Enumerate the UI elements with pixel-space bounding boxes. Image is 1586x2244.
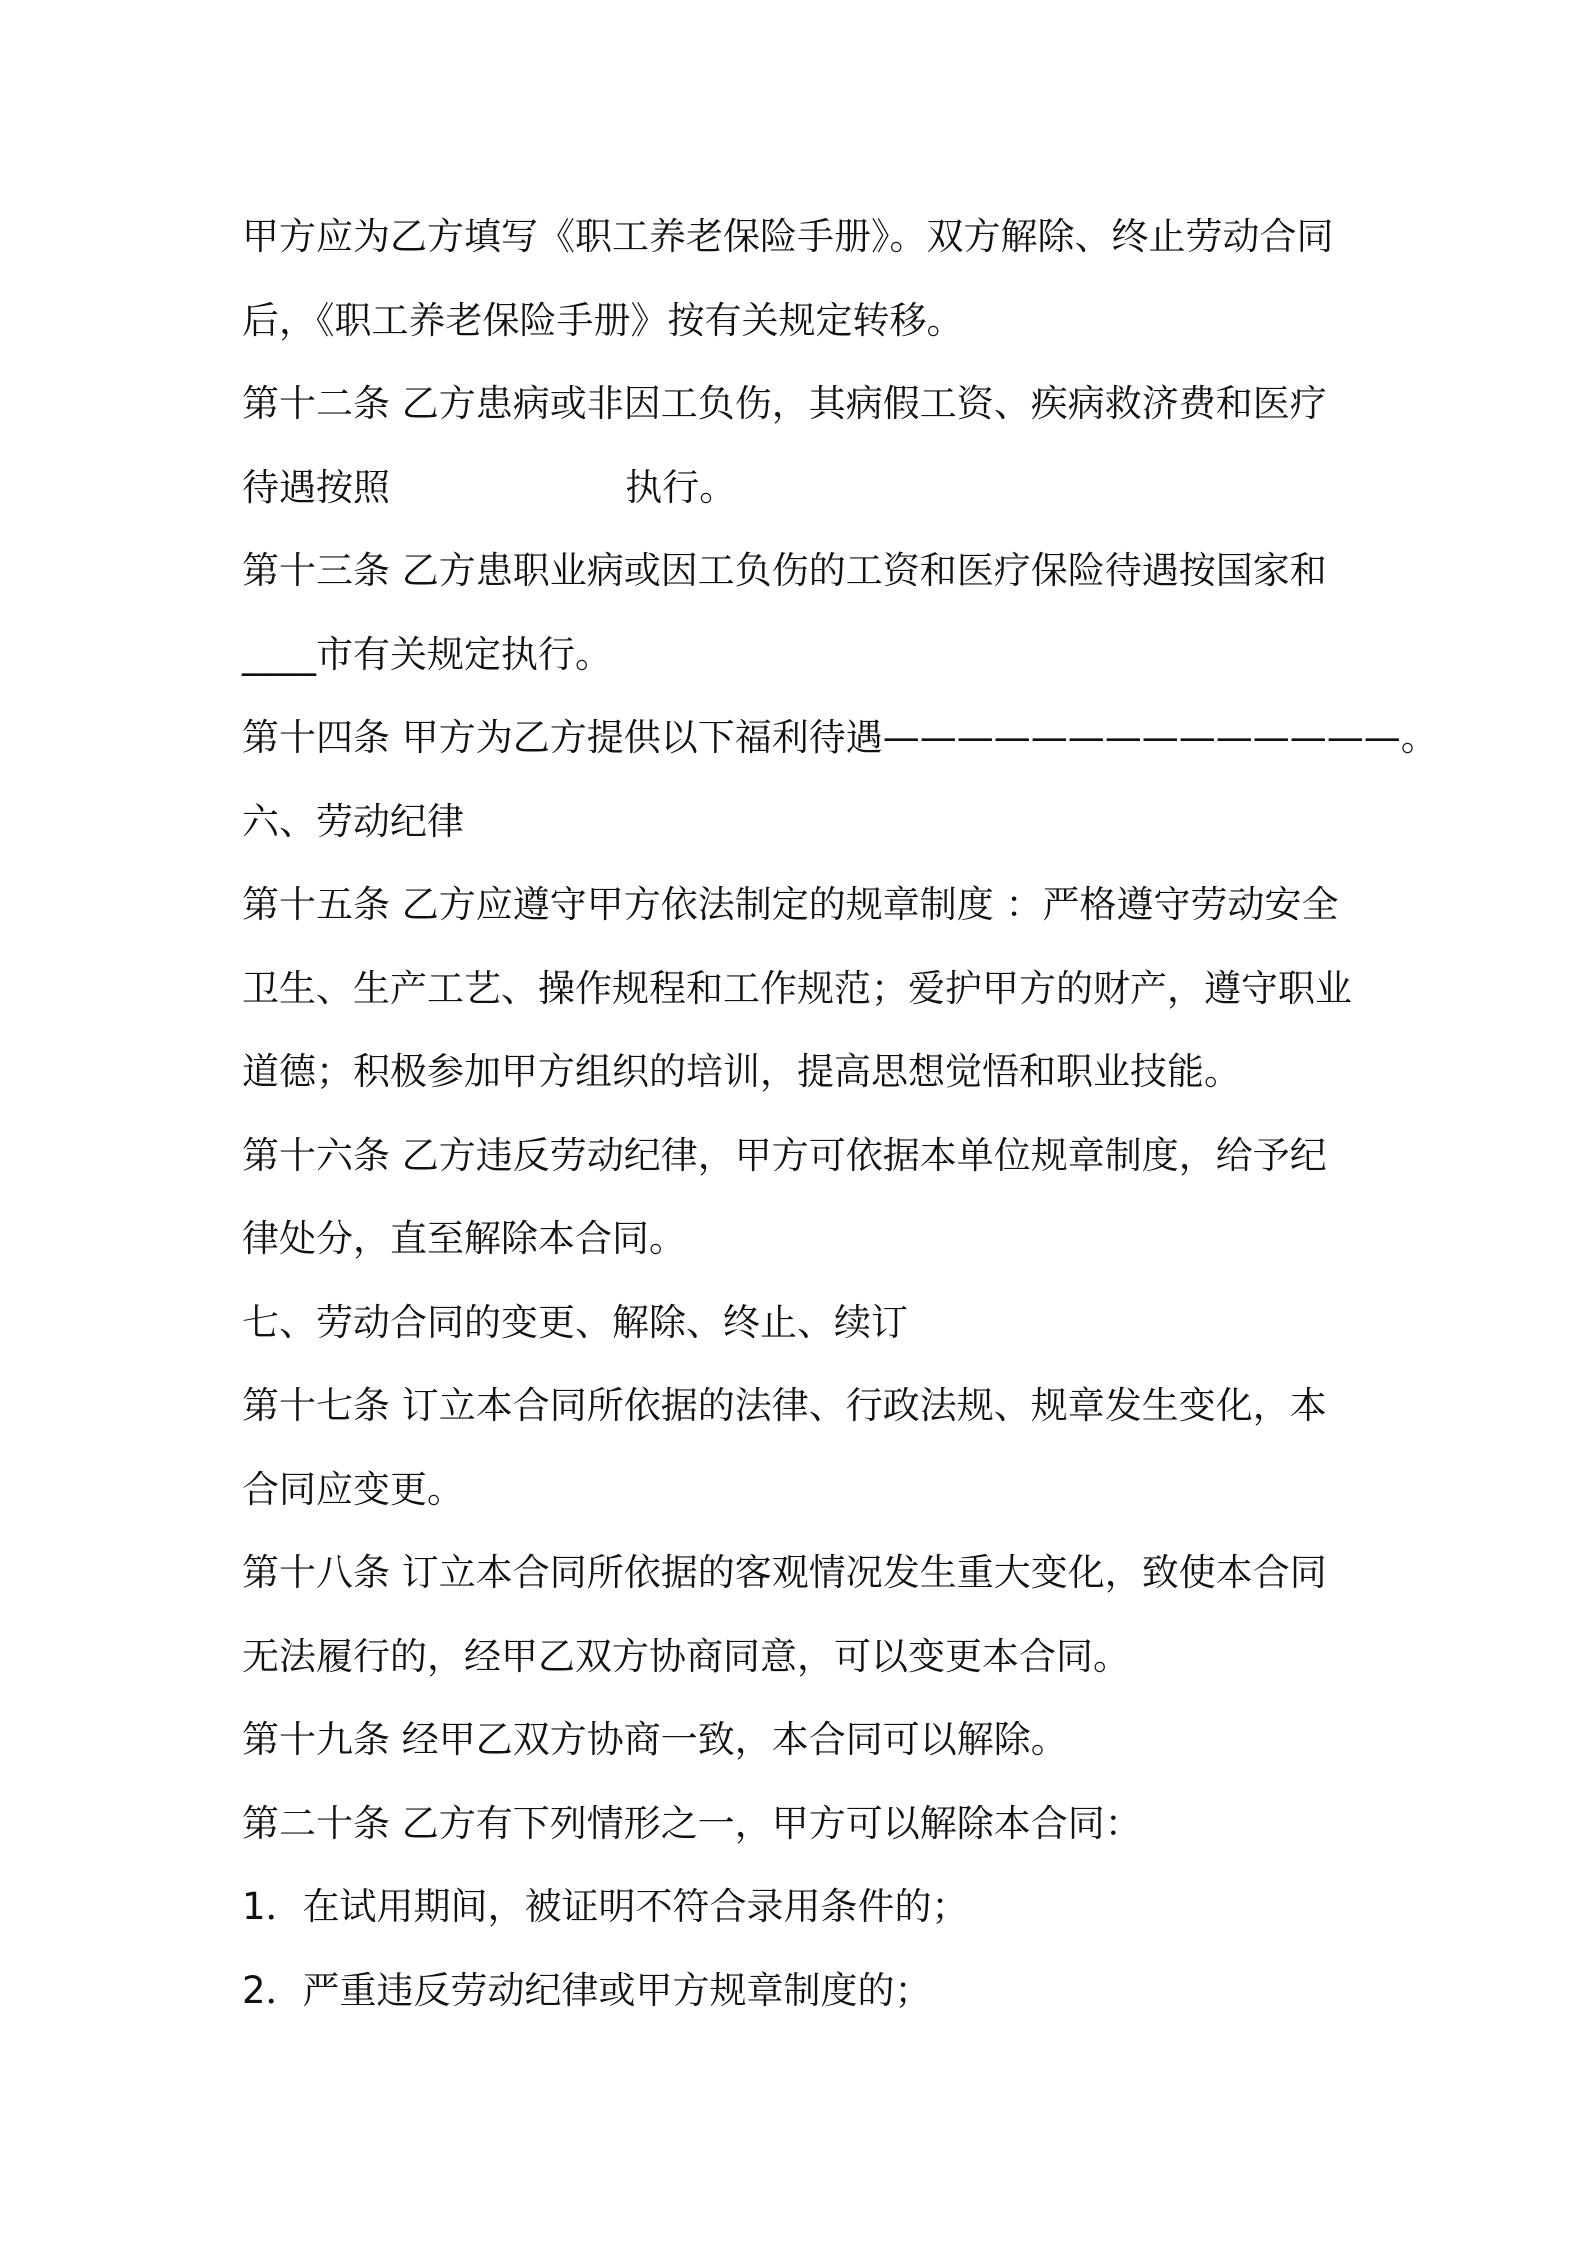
text-line: 第十二条 乙方患病或非因工负伤，其病假工资、疾病救济费和医疗 — [242, 382, 1327, 425]
text-line: 第十四条 甲方为乙方提供以下福利待遇——————————————。 — [242, 716, 1438, 759]
text-line: 第十七条 订立本合同所依据的法律、行政法规、规章发生变化，本 — [242, 1384, 1327, 1427]
text-line: 甲方应为乙方填写《职工养老保险手册》。双方解除、终止劳动合同 — [242, 215, 1334, 258]
text-line: 后，《职工养老保险手册》按有关规定转移。 — [242, 298, 964, 342]
list-item: 1．在试用期间，被证明不符合录用条件的； — [242, 1885, 969, 1928]
section-heading: 七、劳动合同的变更、解除、终止、续订 — [242, 1300, 908, 1344]
text-line: 待遇按照 执行。 — [242, 465, 737, 509]
text-line: 第十八条 订立本合同所依据的客观情况发生重大变化，致使本合同 — [242, 1551, 1327, 1594]
document-body — [242, 195, 1438, 2032]
text-line: 道德；积极参加甲方组织的培训，提高思想觉悟和职业技能。 — [242, 1050, 1241, 1093]
text-line: 第十九条 经甲乙双方协商一致，本合同可以解除。 — [242, 1718, 1068, 1761]
section-heading: 六、劳动纪律 — [242, 799, 464, 843]
text-line: 合同应变更。 — [242, 1467, 464, 1511]
text-line: 卫生、生产工艺、操作规程和工作规范；爱护甲方的财产，遵守职业 — [242, 966, 1352, 1010]
text-line: 无法履行的，经甲乙双方协商同意，可以变更本合同。 — [242, 1634, 1130, 1678]
text-line: 律处分，直至解除本合同。 — [242, 1217, 686, 1260]
text-line: 第十三条 乙方患职业病或因工负伤的工资和医疗保险待遇按国家和 — [242, 549, 1327, 592]
text-line: ____市有关规定执行。 — [242, 632, 612, 676]
text-line: 第二十条 乙方有下列情形之一，甲方可以解除本合同： — [242, 1801, 1142, 1845]
list-item: 2．严重违反劳动纪律或甲方规章制度的； — [242, 1968, 932, 2012]
text-line: 第十五条 乙方应遵守甲方依法制定的规章制度 ：严格遵守劳动安全 — [242, 883, 1339, 926]
text-line: 第十六条 乙方违反劳动纪律，甲方可依据本单位规章制度，给予纪 — [242, 1133, 1327, 1177]
